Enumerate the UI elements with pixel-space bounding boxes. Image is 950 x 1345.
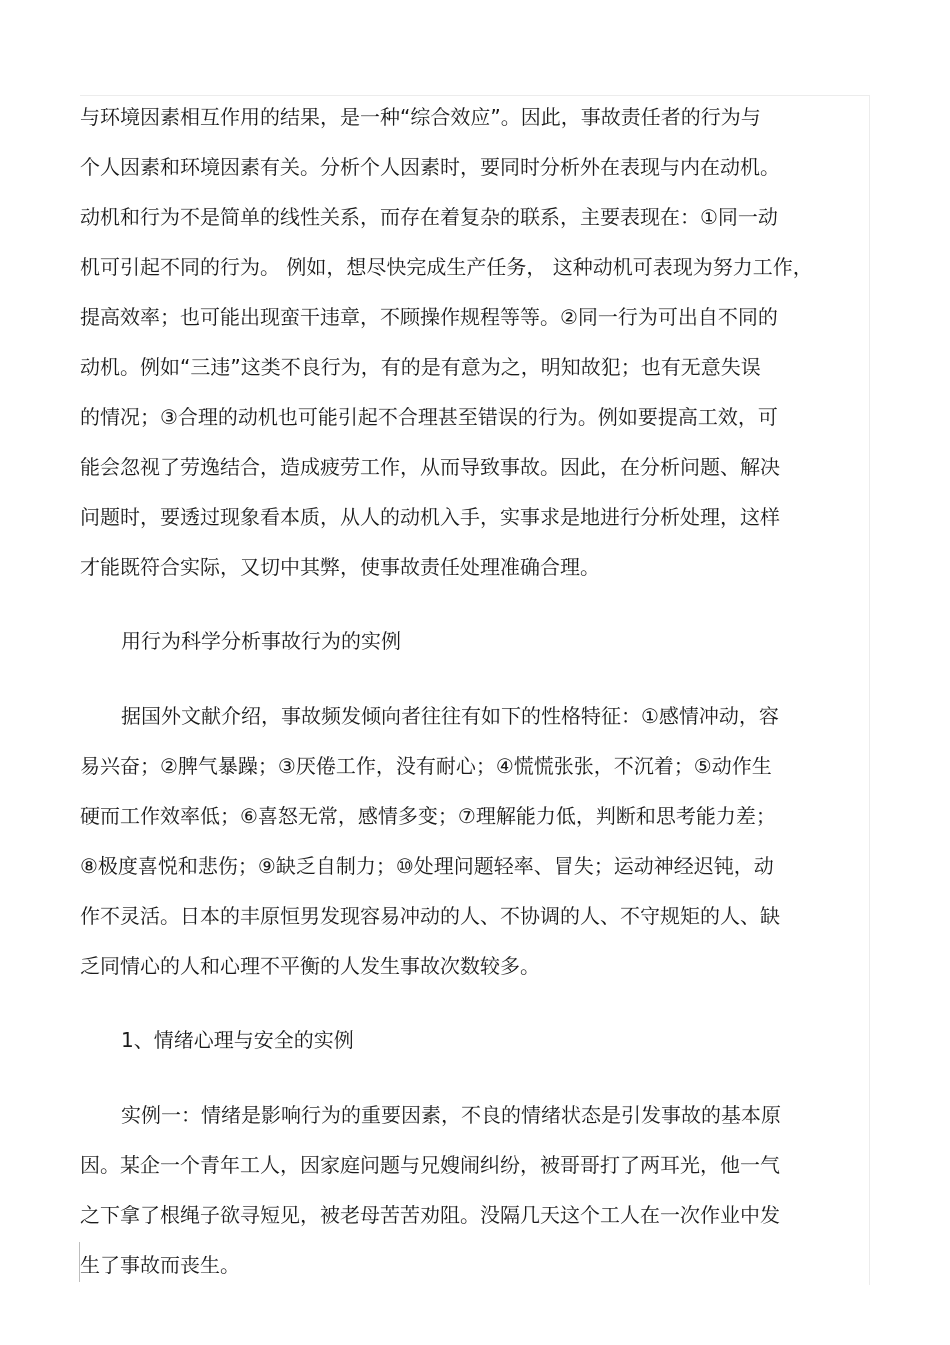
paragraph-line: ⑧极度喜悦和悲伤；⑨缺乏自制力；⑩处理问题轻率、冒失；运动神经迟钝，动 — [80, 854, 774, 878]
paragraph-line: 生了事故而丧生。 — [80, 1253, 240, 1277]
paragraph-line: 动机。例如“三违”这类不良行为，有的是有意为之，明知故犯；也有无意失误 — [80, 355, 761, 379]
paragraph-line: 提高效率；也可能出现蛮干违章，不顾操作规程等等。②同一行为可出自不同的 — [80, 305, 778, 329]
paragraph-line: 易兴奋；②脾气暴躁；③厌倦工作，没有耐心；④慌慌张张，不沉着；⑤动作生 — [80, 754, 772, 778]
paragraph-line: 据国外文献介绍，事故频发倾向者往往有如下的性格特征：①感情冲动，容 — [121, 704, 779, 728]
paragraph-line: 能会忽视了劳逸结合，造成疲劳工作，从而导致事故。因此，在分析问题、解决 — [80, 455, 780, 479]
paragraph-line: 个人因素和环境因素有关。分析个人因素时，要同时分析外在表现与内在动机。 — [80, 155, 780, 179]
section-heading: 1、情绪心理与安全的实例 — [121, 1028, 354, 1052]
page-border-right — [869, 95, 870, 1285]
paragraph-line: 因。某企一个青年工人，因家庭问题与兄嫂闹纠纷，被哥哥打了两耳光，他一气 — [80, 1153, 780, 1177]
paragraph-line: 机可引起不同的行为。 例如，想尽快完成生产任务， 这种动机可表现为努力工作， — [80, 255, 813, 279]
page-border-top — [80, 95, 870, 96]
paragraph-line: 乏同情心的人和心理不平衡的人发生事故次数较多。 — [80, 954, 540, 978]
paragraph-line: 硬而工作效率低；⑥喜怒无常，感情多变；⑦理解能力低，判断和思考能力差； — [80, 804, 776, 828]
paragraph-line: 与环境因素相互作用的结果，是一种“综合效应”。因此，事故责任者的行为与 — [80, 105, 761, 129]
section-heading: 用行为科学分析事故行为的实例 — [121, 629, 401, 653]
paragraph-line: 实例一：情绪是影响行为的重要因素，不良的情绪状态是引发事故的基本原 — [121, 1103, 781, 1127]
paragraph-line: 才能既符合实际，又切中其弊，使事故责任处理准确合理。 — [80, 555, 600, 579]
paragraph-line: 的情况；③合理的动机也可能引起不合理甚至错误的行为。例如要提高工效，可 — [80, 405, 778, 429]
paragraph-line: 之下拿了根绳子欲寻短见，被老母苦苦劝阻。没隔几天这个工人在一次作业中发 — [80, 1203, 780, 1227]
paragraph-line: 问题时，要透过现象看本质，从人的动机入手，实事求是地进行分析处理，这样 — [80, 505, 780, 529]
paragraph-line: 动机和行为不是简单的线性关系，而存在着复杂的联系，主要表现在：①同一动 — [80, 205, 778, 229]
paragraph-line: 作不灵活。日本的丰原恒男发现容易冲动的人、不协调的人、不守规矩的人、缺 — [80, 904, 780, 928]
